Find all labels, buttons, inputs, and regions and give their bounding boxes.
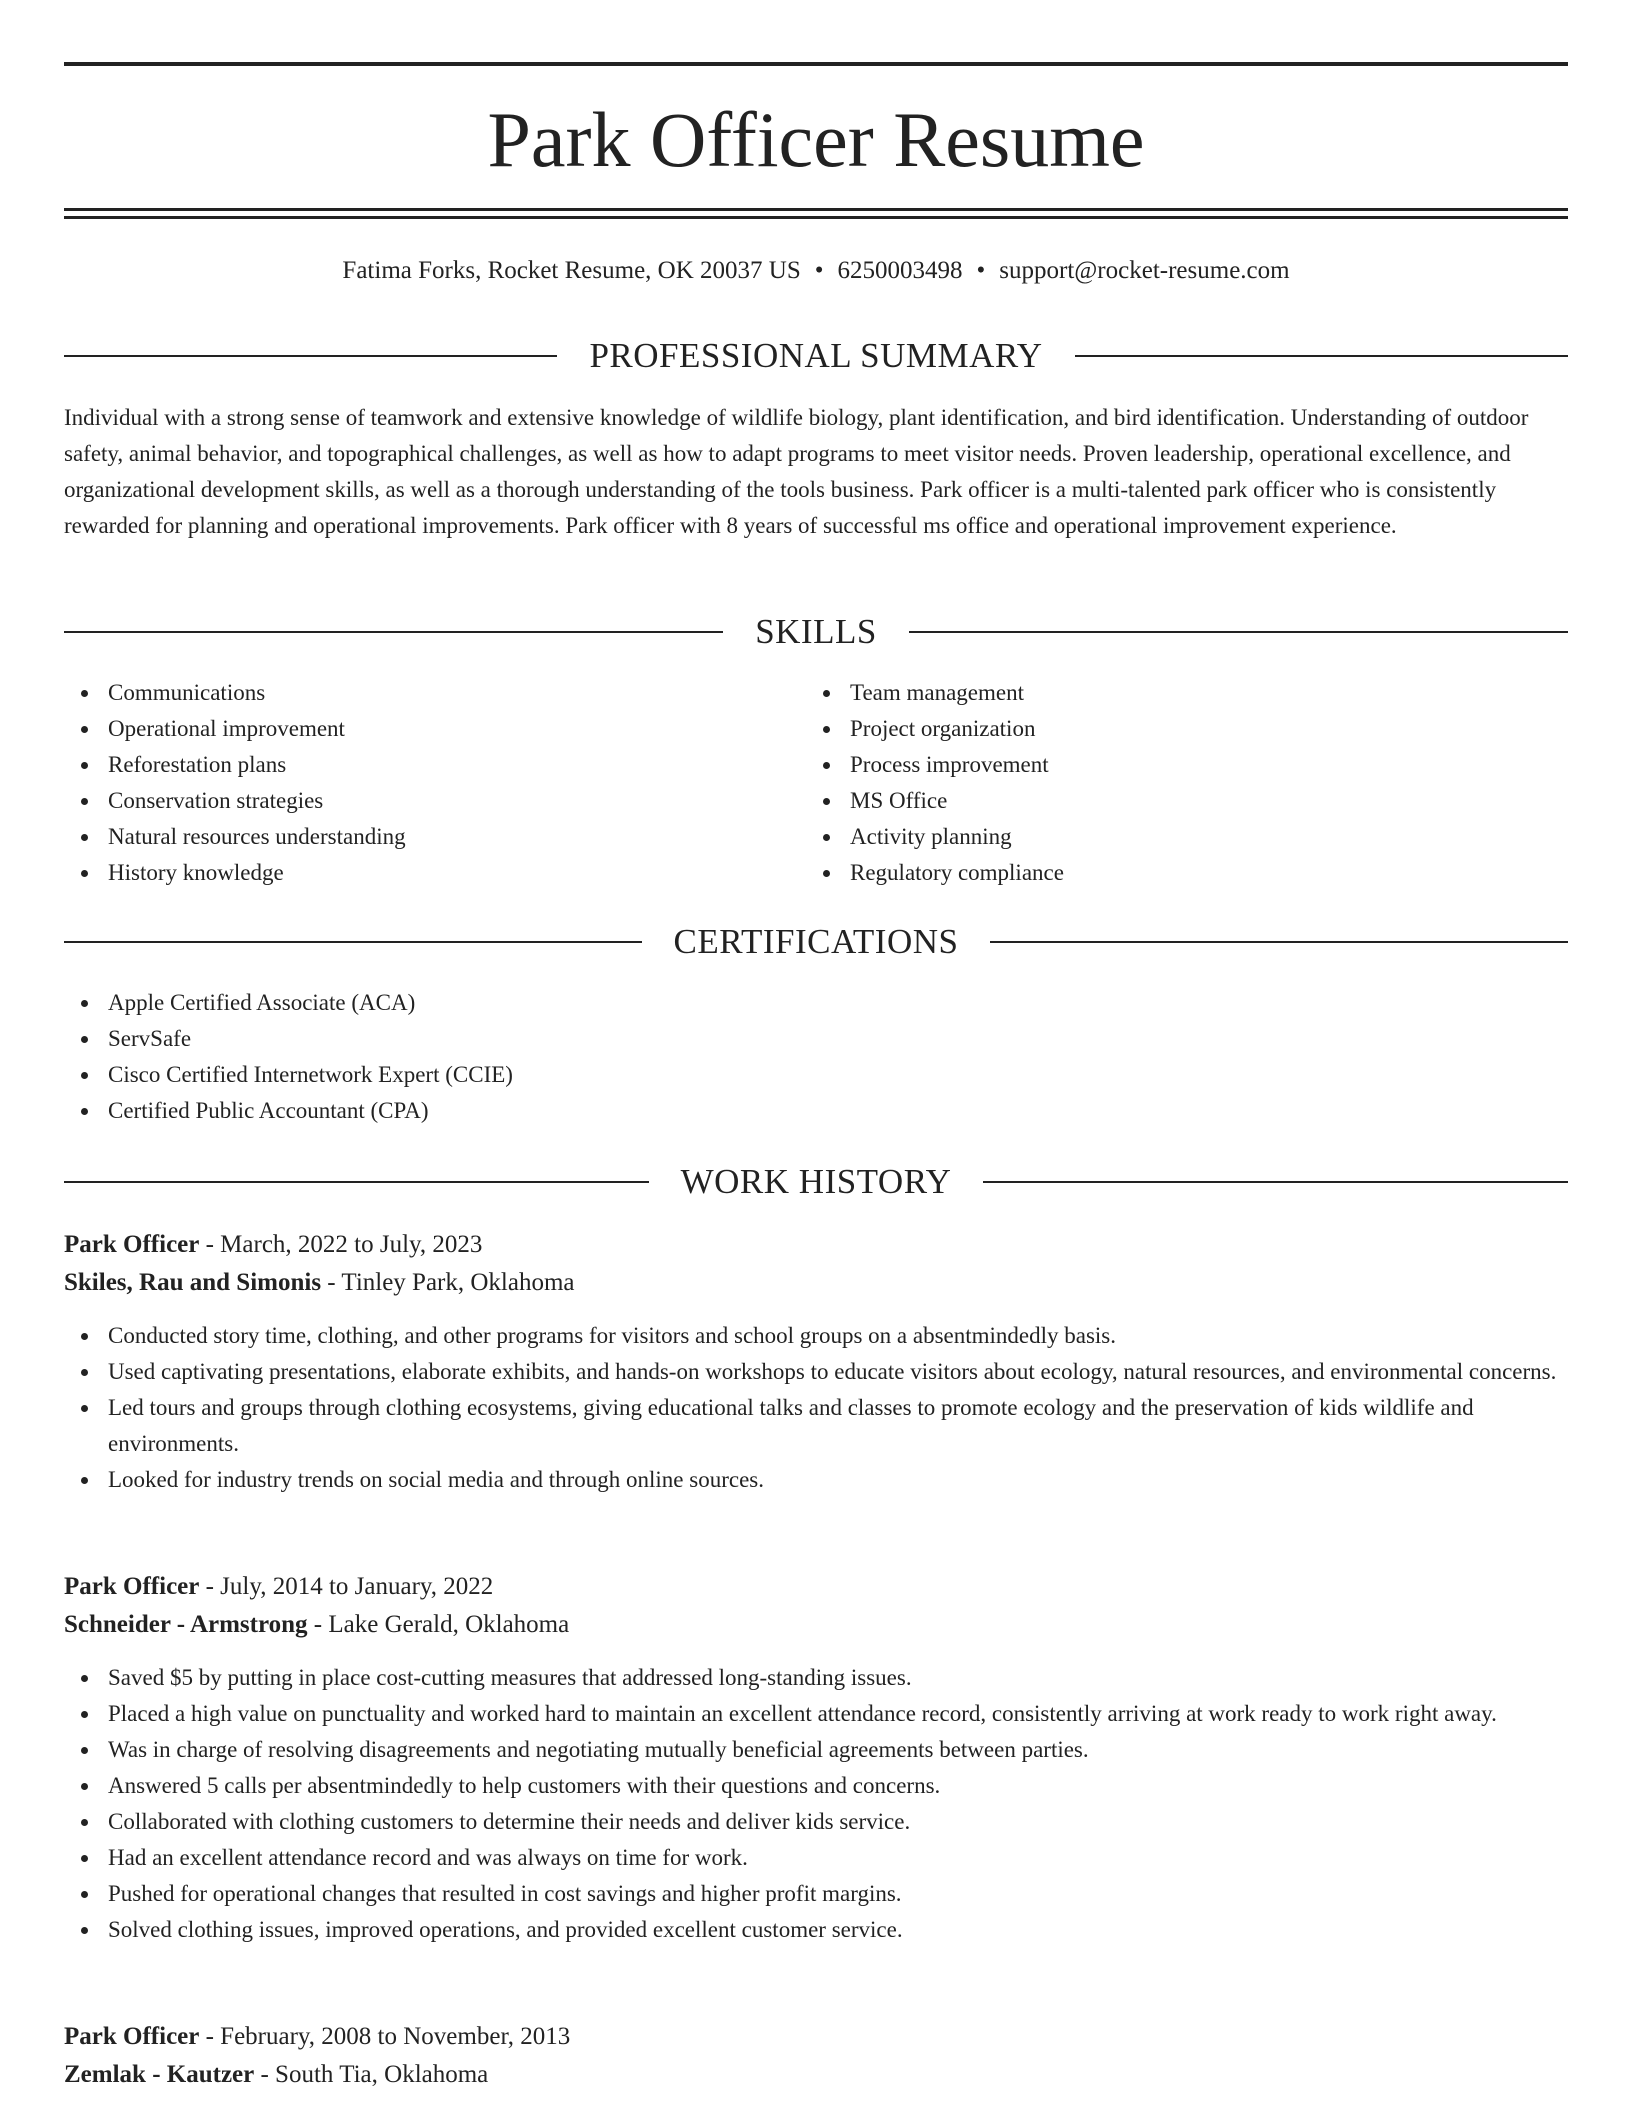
section-header-summary <box>64 336 1568 376</box>
job-title: Park Officer <box>64 2023 200 2050</box>
job-dates: - February, 2008 to November, 2013 <box>199 2023 571 2050</box>
certification-item: Apple Certified Associate (ACA) <box>64 985 1064 1021</box>
job-entry <box>64 1226 1568 1498</box>
contact-separator: • <box>814 257 824 284</box>
job-location: - Tinley Park, Oklahoma <box>321 1269 575 1296</box>
job-dates: - July, 2014 to January, 2022 <box>199 1573 494 1600</box>
job-bullet: Was in charge of resolving disagreements and negotiating mutually beneficial agreements between parties. <box>64 1732 1568 1768</box>
section-title-work-history: WORK HISTORY <box>680 1162 952 1201</box>
skill-item: Team management <box>806 675 1506 711</box>
skill-item: Natural resources understanding <box>64 819 764 855</box>
job-company-line <box>64 1606 1568 1644</box>
section-rule <box>64 1181 649 1183</box>
job-title: Park Officer <box>64 1573 200 1600</box>
skill-item: Reforestation plans <box>64 747 764 783</box>
skill-item: Regulatory compliance <box>806 855 1506 891</box>
section-header-work-history <box>64 1162 1568 1202</box>
job-bullet: Placed a high value on punctuality and worked hard to maintain an excellent attendance record, consistently arriving at work ready to work right away. <box>64 1696 1568 1732</box>
section-rule <box>64 355 557 357</box>
section-rule <box>64 631 723 633</box>
contact-email: support@rocket-resume.com <box>999 257 1290 284</box>
job-title-line <box>64 2018 1568 2056</box>
certification-item: Cisco Certified Internetwork Expert (CCIE) <box>64 1057 1064 1093</box>
job-bullets <box>64 1660 1568 1948</box>
skill-item: MS Office <box>806 783 1506 819</box>
job-bullet: Pushed for operational changes that resulted in cost savings and higher profit margins. <box>64 1876 1568 1912</box>
job-location: - South Tia, Oklahoma <box>254 2061 489 2088</box>
section-title-certifications: CERTIFICATIONS <box>673 922 959 961</box>
job-title-line <box>64 1226 1568 1264</box>
job-company: Schneider - Armstrong <box>64 1611 308 1638</box>
job-dates: - March, 2022 to July, 2023 <box>199 1231 483 1258</box>
skill-item: History knowledge <box>64 855 764 891</box>
skill-item: Communications <box>64 675 764 711</box>
skill-item: Conservation strategies <box>64 783 764 819</box>
skill-item: Operational improvement <box>64 711 764 747</box>
section-rule <box>1075 355 1568 357</box>
skills-list-left <box>64 675 764 891</box>
job-bullet: Saved $5 by putting in place cost-cutting measures that addressed long-standing issues. <box>64 1660 1568 1696</box>
contact-line <box>64 254 1568 288</box>
section-title-summary: PROFESSIONAL SUMMARY <box>589 336 1043 375</box>
section-rule <box>990 941 1568 943</box>
contact-phone: 6250003498 <box>837 257 963 284</box>
job-title-line <box>64 1568 1568 1606</box>
job-bullet: Answered 5 calls per absentmindedly to help customers with their questions and concerns. <box>64 1768 1568 1804</box>
job-company-line <box>64 2056 1568 2094</box>
job-bullet: Solved clothing issues, improved operations, and provided excellent customer service. <box>64 1912 1568 1948</box>
job-entry <box>64 2018 1568 2094</box>
contact-separator: • <box>976 257 986 284</box>
skills-list-right <box>806 675 1506 891</box>
section-rule <box>64 941 642 943</box>
job-bullet: Collaborated with clothing customers to determine their needs and deliver kids service. <box>64 1804 1568 1840</box>
section-header-skills <box>64 612 1568 652</box>
job-entry <box>64 1568 1568 1948</box>
section-title-skills: SKILLS <box>755 612 877 651</box>
title-rule-lower <box>64 216 1568 219</box>
skill-item: Process improvement <box>806 747 1506 783</box>
skill-item: Activity planning <box>806 819 1506 855</box>
certifications-list <box>64 985 1064 1129</box>
title-rule-upper <box>64 208 1568 211</box>
job-bullet: Led tours and groups through clothing ecosystems, giving educational talks and classes to promote ecology and the preservation of kids wildlife and environments. <box>64 1390 1568 1462</box>
job-company: Skiles, Rau and Simonis <box>64 1269 322 1296</box>
section-rule <box>983 1181 1568 1183</box>
certification-item: ServSafe <box>64 1021 1064 1057</box>
job-location: - Lake Gerald, Oklahoma <box>307 1611 570 1638</box>
professional-summary-text: Individual with a strong sense of teamwork and extensive knowledge of wildlife biology, plant identification, and bird identification. Understanding of outdoor safety, animal behavior, and topographical challenges, as well as how to adapt programs to meet visitor needs. Proven leadership, operational excellence, and organizational development skills, as well as a thorough understanding of the tools business. Park officer is a multi-talented park officer who is consistently rewarded for planning and operational improvements. Park officer with 8 years of successful ms office and operational improvement experience. <box>64 405 1529 538</box>
job-title: Park Officer <box>64 1231 200 1258</box>
job-company-line <box>64 1264 1568 1302</box>
contact-address: Fatima Forks, Rocket Resume, OK 20037 US <box>342 257 801 284</box>
top-rule <box>64 62 1568 66</box>
job-bullet: Looked for industry trends on social media and through online sources. <box>64 1462 1568 1498</box>
job-bullet: Had an excellent attendance record and was always on time for work. <box>64 1840 1568 1876</box>
section-header-certifications <box>64 922 1568 962</box>
page-title: Park Officer Resume <box>487 96 1145 183</box>
job-company: Zemlak - Kautzer <box>64 2061 255 2088</box>
job-bullet: Used captivating presentations, elaborate exhibits, and hands-on workshops to educate visitors about ecology, natural resources, and environmental concerns. <box>64 1354 1568 1390</box>
job-bullets <box>64 1318 1568 1498</box>
certification-item: Certified Public Accountant (CPA) <box>64 1093 1064 1129</box>
skill-item: Project organization <box>806 711 1506 747</box>
section-rule <box>909 631 1568 633</box>
job-bullet: Conducted story time, clothing, and other programs for visitors and school groups on a absentmindedly basis. <box>64 1318 1568 1354</box>
